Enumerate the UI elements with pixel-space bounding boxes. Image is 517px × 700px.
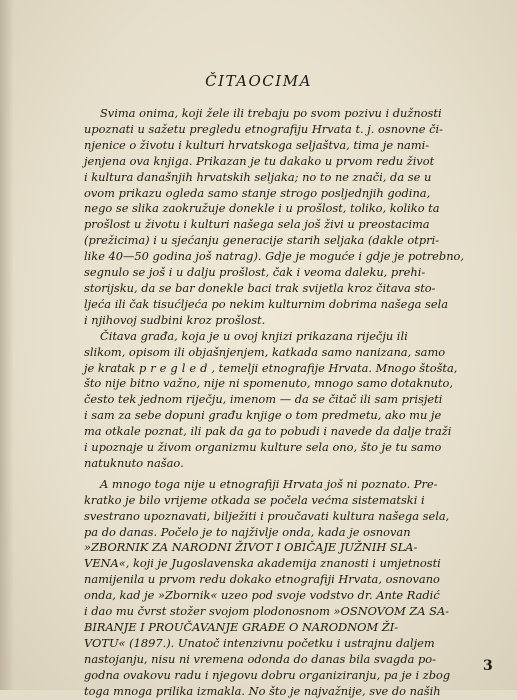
page-number: 3 [483,658,493,674]
text-line: ovom prikazu ogleda samo stanje strogo posljednjih godina, [84,185,431,200]
text-line: natuknuto našao. [84,455,184,470]
text-line: like 40—50 godina još natrag). Gdje je moguće i gdje je potrebno, [84,249,465,264]
text-line: A mnogo toga nije u etnografiji Hrvata još ni poznato. Pre- [100,476,438,491]
paragraph-3 [84,477,498,700]
text-line: kratko je bilo vrijeme otkada se počela većma sistematski i [84,492,425,507]
text-line: i upoznaje u živom organizmu kulture sela ono, što je tu samo [84,440,442,455]
text-line: što nije bitno važno, nije ni spomenuto, mnogo samo dotaknuto, [84,376,453,391]
text-fragment: je kratak [84,360,139,375]
text-line: godna ovakovu radu i njegovu dobru organiziranju, pa je i zbog [84,667,451,682]
text-line: i njihovoj sudbini kroz prošlost. [84,312,266,327]
text-line: Čitava građa, koja je u ovoj knjizi prikazana riječju ili [100,328,408,343]
text-line: upoznati u sažetu pregledu etnografiju Hrvata t. j. osnovne či- [84,121,443,136]
page-heading: ČITAOCIMA [205,72,312,90]
text-line: »ZBORNIK ZA NARODNI ŽIVOT I OBIČAJE JUŽNIH SLA- [84,540,418,555]
body-text [84,106,498,700]
text-line: prošlost u životu i kulturi našega sela još živi u preostacima [84,217,430,232]
text-line: nego se slika zaokružuje donekle i u prošlost, toliko, koliko ta [84,201,440,216]
text-line: Svima onima, koji žele ili trebaju po svom pozivu i dužnosti [100,106,442,120]
text-line: VOTU« (1897.). Unatoč intenzivnu početku i ustrajnu daljem [84,635,435,650]
text-line: onda, kad je »Zbornik« uzeo pod svoje vodstvo dr. Ante Radić [84,588,440,603]
text-line: i dao mu čvrst stožer svojom plodonosnom »OSNOVOM ZA SA- [84,604,450,619]
text-line: njenice o životu i kulturi hrvatskoga seljaštva, tima je nami- [84,137,430,152]
text-line: ljeća ili čak tisućljeća po nekim kulturnim dobrima našega sela [84,296,449,311]
text-line: često tek jednom riječju, imenom — da se čitač ili sam prisjeti [84,392,443,407]
text-line: (prežicima) i u sjećanju generacije starih seljaka (dakle otpri- [84,233,440,248]
text-line: i sam za sebe dopuni građu knjige o tom predmetu, ako mu je [84,408,442,423]
paragraph-1 [84,106,498,329]
text-line: nastojanju, nisu ni vremena odonda do danas bila svagda po- [84,651,437,666]
text-line: i kultura današnjih hrvatskih seljaka; no to ne znači, da se u [84,169,432,184]
text-line: ma otkale poznat, ili pak da ga to pobudi i navede da dalje traži [84,424,452,439]
text-line: slikom, opisom ili objašnjenjem, katkada samo nanizana, samo [84,344,446,359]
text-line: toga mnoga prilika izmakla. No što je najvažnije, sve do naših [84,683,441,698]
spaced-emphasis: pregled [138,360,212,375]
text-line: segnulo se još i u dalju prošlost, čak i veoma daleku, prehi- [84,265,426,280]
text-fragment: , temelji etnografije Hrvata. Mnogo štošta, [211,360,458,375]
text-line: pa do danas. Počelo je to najživlje onda, kada je osnovan [84,524,411,539]
paragraph-2 [84,329,498,472]
text-line: namijenila u prvom redu dokako etnografiji Hrvata, osnovano [84,572,440,587]
text-line [84,361,498,377]
text-line: storijsku, da se bar donekle baci trak svijetla kroz čitava sto- [84,280,436,295]
text-line: BIRANJE I PROUČAVANJE GRAĐE O NARODNOM ŽI- [84,620,399,634]
text-line: VENA«, koji je Jugoslavenska akademija znanosti i umjetnosti [84,556,441,571]
text-line: jenjena ova knjiga. Prikazan je tu dakako u prvom redu život [84,153,435,168]
text-line: svestrano upoznavati, bilježiti i proučavati kultura našega sela, [84,508,450,523]
